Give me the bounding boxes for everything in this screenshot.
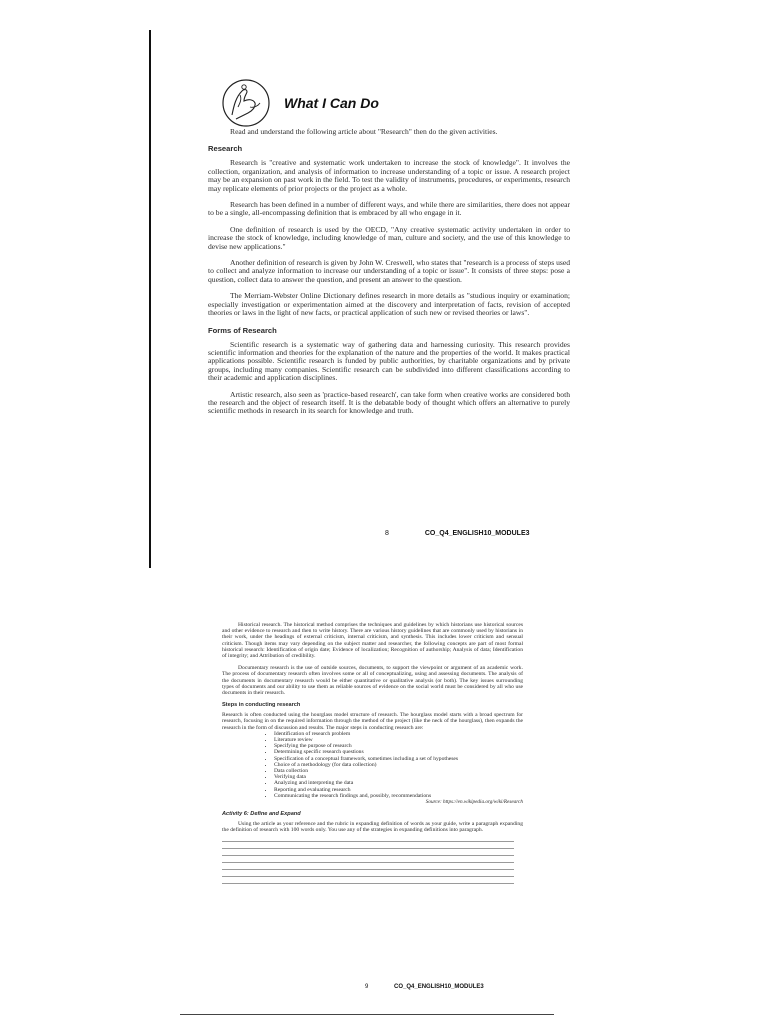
answer-line xyxy=(222,841,514,842)
page-9 xyxy=(205,612,523,1000)
section-header xyxy=(220,77,379,129)
list-item: • Determining specific research questions xyxy=(274,749,523,755)
module-code: CO_Q4_ENGLISH10_MODULE3 xyxy=(394,984,484,990)
answer-line xyxy=(222,862,514,863)
page-8 xyxy=(150,30,570,570)
intro-paragraph: Read and understand the following article about "Research" then do the given activities. xyxy=(230,127,498,136)
list-item: • Verifying data xyxy=(274,774,523,780)
list-item: • Reporting and evaluating research xyxy=(274,787,523,793)
answer-line xyxy=(222,883,514,884)
paragraph: Artistic research, also seen as 'practice-based research', can take form when creative works are considered both the research and the object of research itself. It is the debatable body of thought which offers an alternative to purely scientific methods in research in its search for knowledge and truth. xyxy=(208,389,570,416)
source-citation: Source: https://en.wikipedia.org/wiki/Research xyxy=(425,799,523,806)
paragraph: Scientific research is a systematic way of gathering data and harnessing curiosity. This research provides scientific information and theories for the explanation of the nature and the properties of the world. It makes practical applications possible. Scientific research is funded by public authorities, by charitable organizations and by private groups, including many companies. Scientific research can be subdivided into different classifications according to their academic and application disciplines. xyxy=(208,339,570,383)
hand-globe-icon xyxy=(220,77,272,129)
list-item: • Communicating the research findings and, possibly, recommendations xyxy=(274,793,523,799)
list-item: • Data collection xyxy=(274,768,523,774)
answer-line xyxy=(222,869,514,870)
activity-instructions: Using the article as your reference and the rubric in expanding definition of words as your guide, write a paragraph expanding the definition of research with 100 words only. You use any of the strategies in expanding definitions into paragraph. xyxy=(222,821,523,834)
steps-intro: Research is often conducted using the hourglass model structure of research. The hourglass model starts with a broad spectrum for research, focusing in on the required information through the method of the project (like the neck of the hourglass), then expands the research in the form of discussion and results. The major steps in conducting research are: xyxy=(222,712,523,731)
list-item: • Specification of a conceptual framework, sometimes including a set of hypotheses xyxy=(274,756,523,762)
paragraph: One definition of research is used by the OECD, "Any creative systematic activity undertaken in order to increase the stock of knowledge, including knowledge of man, culture and society, and the use of this knowledge to devise new applications." xyxy=(208,224,570,251)
forms-heading: Forms of Research xyxy=(208,325,277,335)
article-body xyxy=(208,128,570,416)
page-number: 8 xyxy=(385,530,389,537)
paragraph: Another definition of research is given by John W. Creswell, who states that "research is a process of steps used to collect and analyze information to increase our understanding of a topic or issue". It consists of three steps: pose a question, collect data to answer the question, and present an answer to the question. xyxy=(208,258,570,284)
answer-lines xyxy=(222,841,523,884)
article-body xyxy=(222,622,523,890)
list-item: • Specifying the purpose of research xyxy=(274,743,523,749)
list-item: • Literature review xyxy=(274,737,523,743)
list-item: • Choice of a methodology (for data collection) xyxy=(274,762,523,768)
steps-heading: Steps in conducting research xyxy=(222,702,301,709)
page-footer xyxy=(365,984,484,990)
list-item: • Analyzing and interpreting the data xyxy=(274,780,523,786)
steps-list xyxy=(222,731,523,799)
activity-heading: Activity 6: Define and Expand xyxy=(222,811,301,818)
answer-line xyxy=(222,855,514,856)
research-heading: Research xyxy=(208,144,243,154)
page-number: 9 xyxy=(365,984,369,990)
module-code: CO_Q4_ENGLISH10_MODULE3 xyxy=(424,530,530,537)
answer-line xyxy=(222,876,514,877)
page-heading: What I Can Do xyxy=(284,95,379,111)
paragraph: Research is "creative and systematic work undertaken to increase the stock of knowledge". It involves the collection, organization, and analysis of information to increase understanding of a topic or issue. A research project may be an expansion on past work in the field. To test the validity of instruments, procedures, or experiments, research may replicate elements of prior projects or the project as a whole. xyxy=(208,158,570,193)
paragraph: Research has been defined in a number of different ways, and while there are similarities, there does not appear to be a single, all-encompassing definition that is embraced by all who engage in it. xyxy=(208,200,570,218)
bottom-rule xyxy=(180,1014,554,1015)
paragraph: The Merriam-Webster Online Dictionary defines research in more details as "studious inquiry or examination; especially investigation or experimentation aimed at the discovery and interpretation of facts, revision of accepted theories or laws in the light of new facts, or practical application of such new or revised theories or laws". xyxy=(208,291,570,318)
page-footer xyxy=(385,530,530,537)
paragraph: Documentary research is the use of outside sources, documents, to support the viewpoint or argument of an academic work. The process of documentary research often involves some or all of conceptualizing, using and assessing documents. The analysis of the documents in documentary research would be either quantitative or qualitative analysis (or both). The key issues surrounding types of documents and our ability to use them as reliable sources of evidence on the social world must be considered by all who use documents in their research. xyxy=(222,665,523,697)
paragraph: Historical research. The historical method comprises the techniques and guidelines by which historians use historical sources and other evidence to research and then to write history. There are various history guidelines that are commonly used by historians in their work, under the headings of external criticism, internal criticism, and synthesis. This includes lower criticism and sensual criticism. Though items may vary depending on the subject matter and researcher, the following concepts are part of most formal historical research: Identification of origin date; Evidence of localization; Recognition of authorship; Analysis of data; Identification of integrity; and Attribution of credibility. xyxy=(222,622,523,660)
answer-line xyxy=(222,848,514,849)
list-item: • Identification of research problem xyxy=(274,731,523,737)
